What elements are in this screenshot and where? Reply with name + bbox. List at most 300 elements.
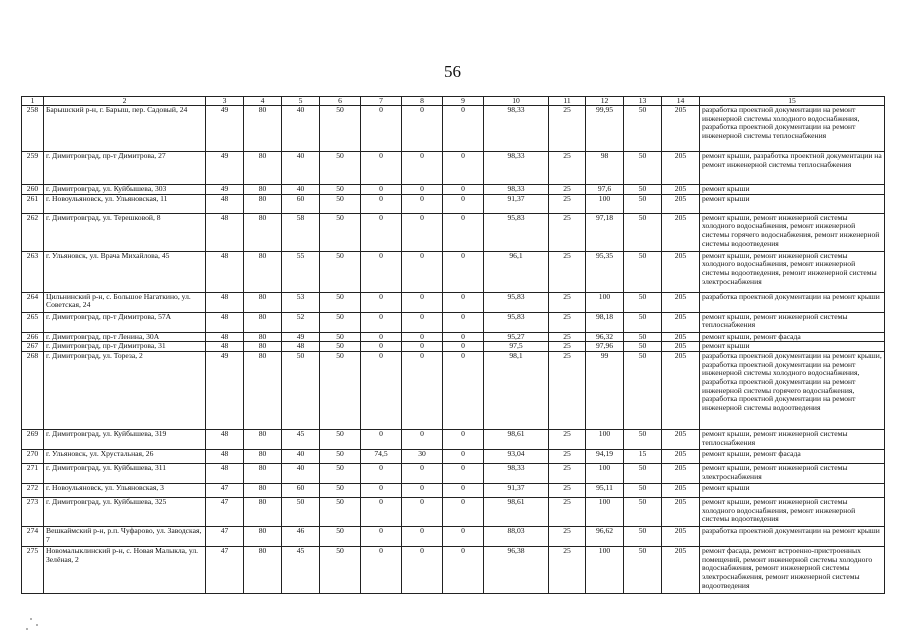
scan-speck: [26, 628, 28, 630]
value-cell: 46: [282, 526, 320, 546]
value-cell: 48: [206, 213, 244, 251]
header-cell: 10: [484, 97, 549, 106]
address-cell: г. Димитровград, пр-т Димитрова, 31: [44, 342, 206, 352]
value-cell: 0: [402, 152, 443, 185]
value-cell: 0: [443, 342, 484, 352]
address-cell: г. Димитровград, ул. Терешковой, 8: [44, 213, 206, 251]
address-cell: г. Димитровград, ул. Куйбышева, 303: [44, 185, 206, 195]
page-number: 56: [444, 62, 461, 81]
value-cell: 205: [662, 526, 700, 546]
value-cell: 50: [624, 194, 662, 213]
value-cell: 0: [361, 213, 402, 251]
value-cell: 25: [549, 463, 586, 483]
value-cell: 0: [361, 351, 402, 429]
row-number-cell: 265: [22, 312, 44, 332]
value-cell: 0: [443, 251, 484, 292]
value-cell: 48: [206, 251, 244, 292]
value-cell: 50: [624, 429, 662, 449]
table-row: [22, 483, 885, 497]
value-cell: 0: [443, 185, 484, 195]
address-cell: Барышский р-н, г. Барыш, пер. Садовый, 24: [44, 106, 206, 152]
value-cell: 40: [282, 463, 320, 483]
value-cell: 80: [244, 106, 282, 152]
value-cell: 48: [282, 342, 320, 352]
value-cell: 205: [662, 546, 700, 593]
value-cell: 98,1: [484, 351, 549, 429]
value-cell: 50: [320, 332, 361, 342]
value-cell: 97,6: [586, 185, 624, 195]
works-cell: ремонт крыши, ремонт фасада: [700, 449, 885, 463]
value-cell: 0: [443, 152, 484, 185]
value-cell: 25: [549, 351, 586, 429]
value-cell: 0: [402, 194, 443, 213]
value-cell: 25: [549, 312, 586, 332]
value-cell: 0: [443, 429, 484, 449]
value-cell: 50: [320, 213, 361, 251]
header-cell: 11: [549, 97, 586, 106]
header-cell: 5: [282, 97, 320, 106]
value-cell: 50: [282, 351, 320, 429]
value-cell: 49: [206, 152, 244, 185]
value-cell: 94,19: [586, 449, 624, 463]
value-cell: 95,35: [586, 251, 624, 292]
value-cell: 48: [206, 463, 244, 483]
value-cell: 80: [244, 213, 282, 251]
value-cell: 40: [282, 185, 320, 195]
value-cell: 48: [206, 292, 244, 312]
value-cell: 50: [320, 526, 361, 546]
header-cell: 3: [206, 97, 244, 106]
value-cell: 50: [320, 449, 361, 463]
address-cell: г. Димитровград, пр-т Димитрова, 57А: [44, 312, 206, 332]
value-cell: 99: [586, 351, 624, 429]
address-cell: г. Димитровград, ул. Куйбышева, 319: [44, 429, 206, 449]
header-cell: 12: [586, 97, 624, 106]
value-cell: 205: [662, 185, 700, 195]
works-cell: ремонт крыши: [700, 185, 885, 195]
works-cell: ремонт крыши: [700, 483, 885, 497]
row-number-cell: 261: [22, 194, 44, 213]
value-cell: 25: [549, 483, 586, 497]
header-cell: 8: [402, 97, 443, 106]
address-cell: Цильнинский р-н, с. Большое Нагаткино, ул. Советская, 24: [44, 292, 206, 312]
value-cell: 50: [320, 546, 361, 593]
value-cell: 80: [244, 449, 282, 463]
value-cell: 0: [402, 185, 443, 195]
works-cell: ремонт крыши: [700, 342, 885, 352]
value-cell: 0: [402, 546, 443, 593]
table-row: [22, 106, 885, 152]
value-cell: 0: [443, 351, 484, 429]
value-cell: 98,61: [484, 429, 549, 449]
value-cell: 0: [361, 152, 402, 185]
value-cell: 50: [624, 251, 662, 292]
value-cell: 0: [402, 463, 443, 483]
row-number-cell: 275: [22, 546, 44, 593]
header-cell: 13: [624, 97, 662, 106]
value-cell: 205: [662, 463, 700, 483]
works-cell: ремонт крыши, ремонт инженерной системы теплоснабжения: [700, 429, 885, 449]
value-cell: 0: [402, 483, 443, 497]
value-cell: 60: [282, 483, 320, 497]
value-cell: 97,5: [484, 342, 549, 352]
value-cell: 47: [206, 497, 244, 526]
table-row: [22, 526, 885, 546]
value-cell: 0: [443, 463, 484, 483]
value-cell: 205: [662, 497, 700, 526]
value-cell: 96,1: [484, 251, 549, 292]
value-cell: 0: [443, 213, 484, 251]
value-cell: 25: [549, 429, 586, 449]
value-cell: 48: [206, 194, 244, 213]
value-cell: 49: [282, 332, 320, 342]
header-cell: 4: [244, 97, 282, 106]
value-cell: 48: [206, 429, 244, 449]
table-row: [22, 342, 885, 352]
row-number-cell: 267: [22, 342, 44, 352]
table-row: [22, 185, 885, 195]
value-cell: 0: [361, 429, 402, 449]
value-cell: 50: [624, 312, 662, 332]
value-cell: 0: [361, 185, 402, 195]
value-cell: 50: [624, 332, 662, 342]
works-cell: ремонт крыши, ремонт инженерной системы холодного водоснабжения, ремонт инженерной системы водоотведения: [700, 497, 885, 526]
value-cell: 80: [244, 351, 282, 429]
table-row: [22, 449, 885, 463]
value-cell: 96,62: [586, 526, 624, 546]
value-cell: 25: [549, 106, 586, 152]
value-cell: 74,5: [361, 449, 402, 463]
value-cell: 205: [662, 342, 700, 352]
row-number-cell: 258: [22, 106, 44, 152]
value-cell: 205: [662, 332, 700, 342]
value-cell: 205: [662, 251, 700, 292]
value-cell: 80: [244, 292, 282, 312]
data-table: [21, 96, 885, 594]
value-cell: 0: [443, 106, 484, 152]
address-cell: г. Новоульяновск, ул. Ульяновская, 3: [44, 483, 206, 497]
table-row: [22, 292, 885, 312]
works-cell: ремонт крыши: [700, 194, 885, 213]
table-row: [22, 312, 885, 332]
row-number-cell: 272: [22, 483, 44, 497]
value-cell: 49: [206, 106, 244, 152]
value-cell: 25: [549, 292, 586, 312]
value-cell: 0: [402, 213, 443, 251]
value-cell: 0: [402, 251, 443, 292]
value-cell: 0: [443, 546, 484, 593]
value-cell: 205: [662, 483, 700, 497]
value-cell: 0: [402, 106, 443, 152]
value-cell: 0: [443, 497, 484, 526]
value-cell: 25: [549, 342, 586, 352]
address-cell: г. Димитровград, пр-т Димитрова, 27: [44, 152, 206, 185]
value-cell: 205: [662, 213, 700, 251]
value-cell: 98,33: [484, 463, 549, 483]
address-cell: Новомалыклинский р-н, с. Новая Малыкла, ул. Зелёная, 2: [44, 546, 206, 593]
value-cell: 50: [624, 185, 662, 195]
header-row: [22, 97, 885, 106]
row-number-cell: 274: [22, 526, 44, 546]
value-cell: 0: [361, 332, 402, 342]
value-cell: 80: [244, 497, 282, 526]
value-cell: 80: [244, 251, 282, 292]
address-cell: г. Димитровград, ул. Куйбышева, 325: [44, 497, 206, 526]
value-cell: 48: [206, 449, 244, 463]
value-cell: 80: [244, 483, 282, 497]
works-cell: разработка проектной документации на ремонт крыши, разработка проектной документации на ремонт инженерной системы холодного водоснабжения, разработка проектной документации на ремонт инженерной системы горячего водоснабжения, разработка проектной документации на ремонт инженерной системы водоотведения: [700, 351, 885, 429]
works-cell: ремонт фасада, ремонт встроенно-пристроенных помещений, ремонт инженерной системы холодного водоснабжения, ремонт инженерной системы электроснабжения, ремонт инженерной системы водоотведения: [700, 546, 885, 593]
table-row: [22, 463, 885, 483]
value-cell: 0: [443, 332, 484, 342]
works-cell: разработка проектной документации на ремонт инженерной системы холодного водоснабжения, разработка проектной документации на ремонт инженерной системы теплоснабжения: [700, 106, 885, 152]
value-cell: 80: [244, 429, 282, 449]
value-cell: 50: [320, 497, 361, 526]
table-row: [22, 332, 885, 342]
row-number-cell: 264: [22, 292, 44, 312]
value-cell: 50: [320, 251, 361, 292]
works-cell: ремонт крыши, ремонт инженерной системы холодного водоснабжения, ремонт инженерной системы водоотведения, ремонт инженерной системы электроснабжения: [700, 251, 885, 292]
value-cell: 48: [206, 312, 244, 332]
row-number-cell: 270: [22, 449, 44, 463]
value-cell: 53: [282, 292, 320, 312]
value-cell: 50: [320, 351, 361, 429]
value-cell: 47: [206, 483, 244, 497]
row-number-cell: 260: [22, 185, 44, 195]
value-cell: 50: [320, 312, 361, 332]
value-cell: 205: [662, 449, 700, 463]
value-cell: 0: [443, 312, 484, 332]
value-cell: 50: [624, 497, 662, 526]
row-number-cell: 262: [22, 213, 44, 251]
value-cell: 25: [549, 449, 586, 463]
value-cell: 93,04: [484, 449, 549, 463]
value-cell: 80: [244, 194, 282, 213]
value-cell: 80: [244, 546, 282, 593]
value-cell: 0: [443, 449, 484, 463]
works-cell: ремонт крыши, ремонт инженерной системы холодного водоснабжения, ремонт инженерной системы горячего водоснабжения, ремонт инженерной системы водоотведения: [700, 213, 885, 251]
value-cell: 50: [320, 194, 361, 213]
value-cell: 50: [624, 213, 662, 251]
value-cell: 50: [320, 152, 361, 185]
value-cell: 205: [662, 292, 700, 312]
header-cell: 7: [361, 97, 402, 106]
value-cell: 80: [244, 152, 282, 185]
value-cell: 50: [320, 463, 361, 483]
value-cell: 50: [282, 497, 320, 526]
value-cell: 0: [402, 312, 443, 332]
value-cell: 80: [244, 526, 282, 546]
value-cell: 0: [443, 194, 484, 213]
value-cell: 48: [206, 342, 244, 352]
works-cell: ремонт крыши, ремонт инженерной системы электроснабжения: [700, 463, 885, 483]
header-cell: 1: [22, 97, 44, 106]
table-body: [22, 106, 885, 594]
value-cell: 100: [586, 194, 624, 213]
value-cell: 50: [624, 351, 662, 429]
value-cell: 98,18: [586, 312, 624, 332]
address-cell: г. Новоульяновск, ул. Ульяновская, 11: [44, 194, 206, 213]
table-row: [22, 497, 885, 526]
address-cell: г. Ульяновск, ул. Врача Михайлова, 45: [44, 251, 206, 292]
value-cell: 99,95: [586, 106, 624, 152]
value-cell: 25: [549, 526, 586, 546]
address-cell: г. Ульяновск, ул. Хрустальная, 26: [44, 449, 206, 463]
value-cell: 50: [624, 292, 662, 312]
value-cell: 205: [662, 106, 700, 152]
row-number-cell: 259: [22, 152, 44, 185]
header-cell: 9: [443, 97, 484, 106]
value-cell: 0: [443, 292, 484, 312]
value-cell: 100: [586, 497, 624, 526]
value-cell: 40: [282, 449, 320, 463]
value-cell: 0: [361, 546, 402, 593]
works-cell: разработка проектной документации на ремонт крыши: [700, 292, 885, 312]
value-cell: 50: [624, 483, 662, 497]
table-row: [22, 251, 885, 292]
value-cell: 47: [206, 526, 244, 546]
value-cell: 97,18: [586, 213, 624, 251]
value-cell: 25: [549, 213, 586, 251]
scan-speck: [30, 618, 32, 620]
value-cell: 0: [402, 342, 443, 352]
value-cell: 100: [586, 463, 624, 483]
value-cell: 25: [549, 546, 586, 593]
value-cell: 45: [282, 429, 320, 449]
row-number-cell: 263: [22, 251, 44, 292]
value-cell: 0: [402, 292, 443, 312]
value-cell: 80: [244, 342, 282, 352]
value-cell: 30: [402, 449, 443, 463]
address-cell: г. Димитровград, ул. Куйбышева, 311: [44, 463, 206, 483]
value-cell: 95,11: [586, 483, 624, 497]
value-cell: 58: [282, 213, 320, 251]
value-cell: 80: [244, 332, 282, 342]
works-cell: ремонт крыши, ремонт инженерной системы теплоснабжения: [700, 312, 885, 332]
value-cell: 45: [282, 546, 320, 593]
table-row: [22, 194, 885, 213]
value-cell: 0: [402, 497, 443, 526]
header-cell: 14: [662, 97, 700, 106]
value-cell: 0: [361, 251, 402, 292]
value-cell: 98,61: [484, 497, 549, 526]
value-cell: 205: [662, 312, 700, 332]
value-cell: 52: [282, 312, 320, 332]
value-cell: 98,33: [484, 185, 549, 195]
value-cell: 0: [443, 526, 484, 546]
value-cell: 25: [549, 185, 586, 195]
value-cell: 0: [402, 526, 443, 546]
value-cell: 95,83: [484, 213, 549, 251]
value-cell: 50: [320, 429, 361, 449]
value-cell: 0: [361, 497, 402, 526]
value-cell: 25: [549, 152, 586, 185]
address-cell: Вешкаймский р-н, р.п. Чуфарово, ул. Заводская, 7: [44, 526, 206, 546]
value-cell: 50: [320, 342, 361, 352]
value-cell: 50: [624, 526, 662, 546]
value-cell: 0: [443, 483, 484, 497]
row-number-cell: 266: [22, 332, 44, 342]
value-cell: 50: [624, 342, 662, 352]
value-cell: 25: [549, 251, 586, 292]
value-cell: 98,33: [484, 106, 549, 152]
value-cell: 0: [361, 483, 402, 497]
value-cell: 0: [361, 292, 402, 312]
value-cell: 100: [586, 429, 624, 449]
value-cell: 47: [206, 546, 244, 593]
value-cell: 0: [361, 463, 402, 483]
value-cell: 50: [320, 106, 361, 152]
value-cell: 50: [320, 185, 361, 195]
value-cell: 95,27: [484, 332, 549, 342]
value-cell: 205: [662, 194, 700, 213]
value-cell: 97,96: [586, 342, 624, 352]
value-cell: 205: [662, 152, 700, 185]
value-cell: 0: [361, 106, 402, 152]
table-row: [22, 213, 885, 251]
scan-speck: [36, 624, 38, 626]
value-cell: 0: [361, 312, 402, 332]
value-cell: 0: [402, 351, 443, 429]
value-cell: 15: [624, 449, 662, 463]
value-cell: 25: [549, 194, 586, 213]
row-number-cell: 269: [22, 429, 44, 449]
value-cell: 96,38: [484, 546, 549, 593]
value-cell: 48: [206, 332, 244, 342]
value-cell: 50: [320, 483, 361, 497]
table-row: [22, 429, 885, 449]
table-row: [22, 351, 885, 429]
value-cell: 205: [662, 429, 700, 449]
value-cell: 91,37: [484, 483, 549, 497]
value-cell: 25: [549, 497, 586, 526]
value-cell: 50: [320, 292, 361, 312]
value-cell: 25: [549, 332, 586, 342]
value-cell: 50: [624, 463, 662, 483]
value-cell: 91,37: [484, 194, 549, 213]
header-cell: 15: [700, 97, 885, 106]
value-cell: 55: [282, 251, 320, 292]
value-cell: 0: [361, 342, 402, 352]
table-row: [22, 546, 885, 593]
table-row: [22, 152, 885, 185]
header-cell: 6: [320, 97, 361, 106]
value-cell: 50: [624, 152, 662, 185]
value-cell: 0: [361, 526, 402, 546]
address-cell: г. Димитровград, ул. Тореза, 2: [44, 351, 206, 429]
value-cell: 205: [662, 351, 700, 429]
row-number-cell: 268: [22, 351, 44, 429]
value-cell: 96,32: [586, 332, 624, 342]
works-cell: разработка проектной документации на ремонт крыши: [700, 526, 885, 546]
works-cell: ремонт крыши, ремонт фасада: [700, 332, 885, 342]
value-cell: 80: [244, 463, 282, 483]
value-cell: 100: [586, 546, 624, 593]
row-number-cell: 273: [22, 497, 44, 526]
value-cell: 80: [244, 185, 282, 195]
works-cell: ремонт крыши, разработка проектной документации на ремонт инженерной системы теплоснабжения: [700, 152, 885, 185]
value-cell: 80: [244, 312, 282, 332]
value-cell: 40: [282, 106, 320, 152]
value-cell: 49: [206, 351, 244, 429]
value-cell: 0: [402, 332, 443, 342]
header-cell: 2: [44, 97, 206, 106]
value-cell: 0: [402, 429, 443, 449]
value-cell: 98,33: [484, 152, 549, 185]
value-cell: 50: [624, 546, 662, 593]
value-cell: 50: [624, 106, 662, 152]
value-cell: 40: [282, 152, 320, 185]
